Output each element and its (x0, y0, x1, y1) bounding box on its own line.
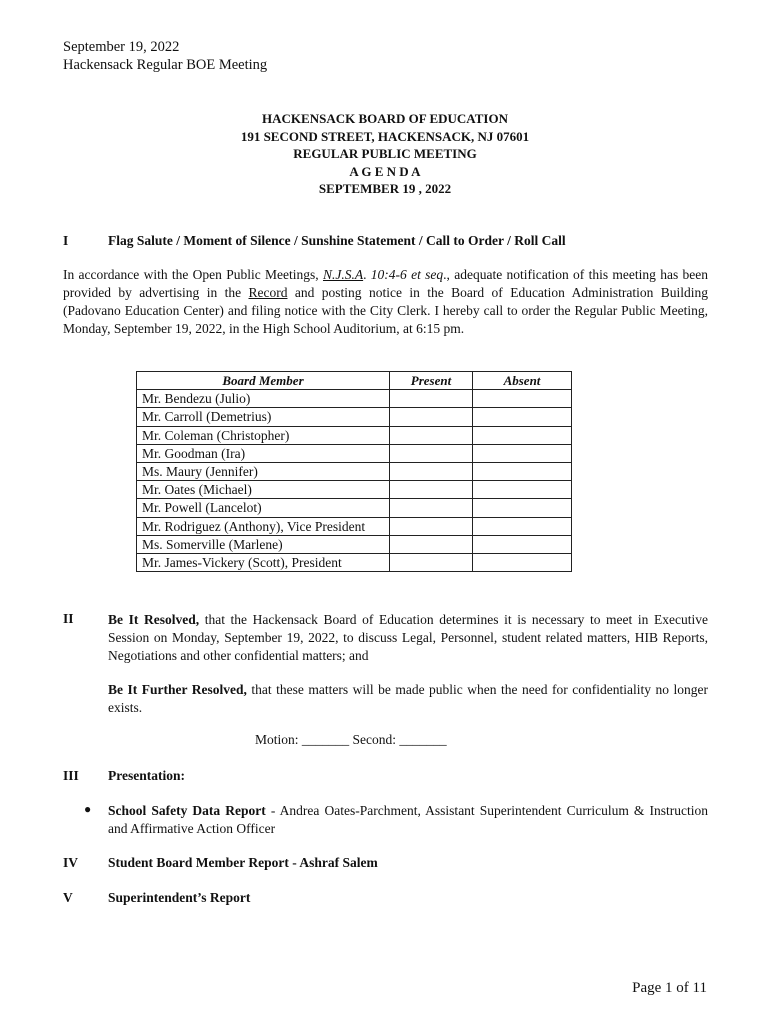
section-3-title: Presentation: (108, 768, 185, 783)
table-row (137, 535, 572, 553)
executive-session-resolution (108, 611, 708, 665)
header-absent: Absent (473, 372, 572, 390)
statute-reference: 10:4-6 et seq (370, 267, 444, 282)
further-resolution-lead: Be It Further Resolved, (108, 682, 247, 697)
title-line-1: HACKENSACK BOARD OF EDUCATION (262, 111, 508, 126)
header-present: Present (390, 372, 473, 390)
present-cell[interactable] (390, 408, 473, 426)
presentation-item-title: School Safety Data Report (108, 803, 266, 818)
member-name: Ms. Maury (Jennifer) (137, 462, 390, 480)
presentation-item (108, 802, 708, 838)
member-name: Mr. Coleman (Christopher) (137, 426, 390, 444)
resolution-lead: Be It Resolved, (108, 612, 200, 627)
header-meeting: Hackensack Regular BOE Meeting (63, 57, 268, 73)
absent-cell[interactable] (473, 426, 572, 444)
further-resolution-text: that these matters will be made public when the need for confidentiality no longer exists. (108, 682, 708, 715)
member-name: Mr. Powell (Lancelot) (137, 499, 390, 517)
title-line-3: REGULAR PUBLIC MEETING (293, 146, 477, 161)
table-row (137, 444, 572, 462)
bullet-icon: ● (84, 802, 92, 816)
sunshine-text-b: . (363, 267, 371, 282)
member-name: Ms. Somerville (Marlene) (137, 535, 390, 553)
present-cell[interactable] (390, 553, 473, 571)
section-3-number: III (63, 768, 79, 783)
present-cell[interactable] (390, 462, 473, 480)
section-2-number: II (63, 611, 74, 626)
section-5-number: V (63, 890, 73, 905)
absent-cell[interactable] (473, 481, 572, 499)
section-4-number: IV (63, 855, 79, 870)
resolution-text: that the Hackensack Board of Education determines it is necessary to meet in Executive Session on Monday, September 19, 2022, to discuss Legal, Personnel, student related matters, HIB Reports, Negotiations and other confidential matters; and (108, 612, 708, 663)
member-name: Mr. Rodriguez (Anthony), Vice President (137, 517, 390, 535)
table-row (137, 481, 572, 499)
table-row (137, 408, 572, 426)
roll-call-table (136, 371, 572, 572)
sunshine-text-c: ., adequate notification of this meeting has been provided by advertising in the (63, 267, 709, 300)
absent-cell[interactable] (473, 408, 572, 426)
member-name: Mr. Carroll (Demetrius) (137, 408, 390, 426)
absent-cell[interactable] (473, 390, 572, 408)
presentation-item-text: - Andrea Oates-Parchment, Assistant Superintendent Curriculum & Instruction and Affirmative Action Officer (108, 803, 708, 836)
title-line-4: A G E N D A (349, 163, 421, 179)
present-cell[interactable] (390, 535, 473, 553)
absent-cell[interactable] (473, 553, 572, 571)
section-1-number: I (63, 233, 69, 248)
header-board-member: Board Member (137, 372, 390, 390)
section-1-title: Flag Salute / Moment of Silence / Sunshine Statement / Call to Order / Roll Call (108, 233, 566, 248)
roll-call-header-row (137, 372, 572, 390)
present-cell[interactable] (390, 426, 473, 444)
present-cell[interactable] (390, 499, 473, 517)
further-resolution (108, 681, 708, 717)
table-row (137, 426, 572, 444)
page-number: Page 1 of 11 (632, 980, 707, 996)
section-4-title: Student Board Member Report - Ashraf Salem (108, 855, 378, 870)
member-name: Mr. Oates (Michael) (137, 481, 390, 499)
sunshine-text-d: and posting notice in the Board of Education Administration Building (Padovano Education Center) and filing notice with the City Clerk. I hereby call to order the Regular Public Meeting, Monday, September 19, 2022, in the High School Auditorium, at 6:15 pm. (63, 285, 708, 336)
sunshine-statement (63, 266, 708, 338)
table-row (137, 499, 572, 517)
motion-second-line: Motion: _______ Second: _______ (255, 732, 447, 747)
table-row (137, 553, 572, 571)
table-row (137, 462, 572, 480)
member-name: Mr. Goodman (Ira) (137, 444, 390, 462)
table-row (137, 517, 572, 535)
record-newspaper: Record (248, 285, 288, 300)
member-name: Mr. Bendezu (Julio) (137, 390, 390, 408)
present-cell[interactable] (390, 481, 473, 499)
member-name: Mr. James-Vickery (Scott), President (137, 553, 390, 571)
absent-cell[interactable] (473, 517, 572, 535)
table-row (137, 390, 572, 408)
absent-cell[interactable] (473, 499, 572, 517)
sunshine-text-a: In accordance with the Open Public Meetings, (63, 267, 323, 282)
absent-cell[interactable] (473, 444, 572, 462)
agenda-title-block (0, 110, 770, 198)
title-line-2: 191 SECOND STREET, HACKENSACK, NJ 07601 (240, 128, 530, 144)
present-cell[interactable] (390, 444, 473, 462)
document-header (63, 38, 267, 74)
absent-cell[interactable] (473, 535, 572, 553)
title-line-5: SEPTEMBER 19 , 2022 (318, 181, 452, 196)
statute-citation: N.J.S.A (322, 267, 364, 282)
present-cell[interactable] (390, 390, 473, 408)
section-5-title: Superintendent’s Report (108, 890, 251, 905)
present-cell[interactable] (390, 517, 473, 535)
absent-cell[interactable] (473, 462, 572, 480)
header-date: September 19, 2022 (63, 39, 180, 55)
